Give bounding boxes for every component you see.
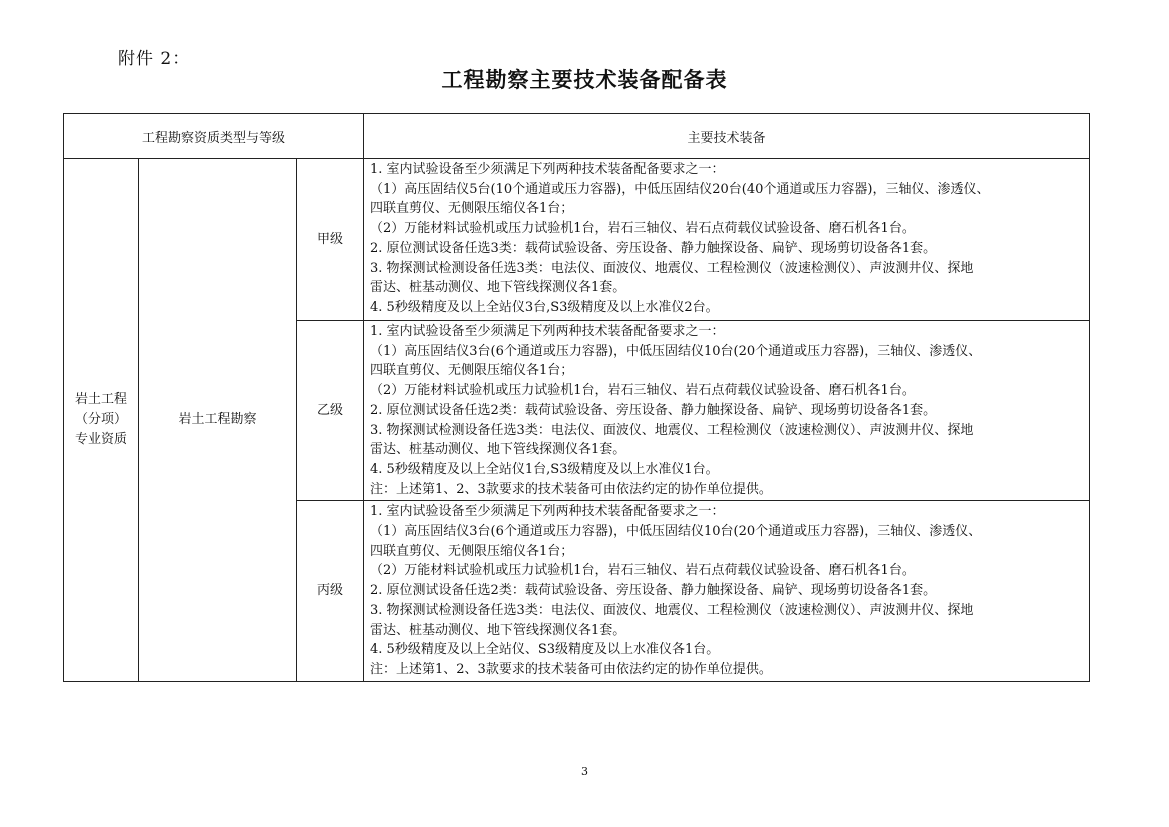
header-main-equipment: 主要技术装备 — [364, 114, 1090, 159]
content-line: 注：上述第1、2、3款要求的技术装备可由依法约定的协作单位提供。 — [370, 661, 772, 677]
category-line: 专业资质 — [74, 431, 127, 447]
equipment-content-cell — [364, 321, 1090, 501]
content-line: （1）高压固结仪3台(6个通道或压力容器)，中低压固结仪10台(20个通道或压力容器)，三轴仪、渗透仪、 — [370, 343, 982, 359]
content-line: 1. 室内试验设备至少须满足下列两种技术装备配备要求之一： — [370, 162, 725, 177]
qualification-category-cell — [64, 159, 139, 682]
content-line: （2）万能材料试验机或压力试验机1台，岩石三轴仪、岩石点荷载仪试验设备、磨石机各1台。 — [370, 221, 915, 237]
content-line: 雷达、桩基动测仪、地下管线探测仪各1套。 — [370, 442, 626, 458]
content-line: （1）高压固结仪5台(10个通道或压力容器)，中低压固结仪20台(40个通道或压力容器)，三轴仪、渗透仪、 — [370, 181, 990, 197]
content-line: （2）万能材料试验机或压力试验机1台，岩石三轴仪、岩石点荷载仪试验设备、磨石机各1台。 — [370, 563, 915, 579]
content-line: 3. 物探测试检测设备任选3类：电法仪、面波仪、地震仪、工程检测仪（波速检测仪）、声波测井仪、探地 — [370, 602, 974, 618]
content-line: 2. 原位测试设备任选2类：载荷试验设备、旁压设备、静力触探设备、扁铲、现场剪切设备各1套。 — [370, 583, 937, 599]
content-line: 4. 5秒级精度及以上全站仪3台,S3级精度及以上水准仪2台。 — [370, 299, 719, 315]
subcategory-cell: 岩土工程勘察 — [139, 159, 297, 682]
content-line: 4. 5秒级精度及以上全站仪、S3级精度及以上水准仪各1台。 — [370, 642, 720, 658]
content-line: 雷达、桩基动测仪、地下管线探测仪各1套。 — [370, 280, 626, 296]
grade-cell: 乙级 — [297, 321, 364, 501]
grade-cell: 甲级 — [297, 159, 364, 321]
content-line: 四联直剪仪、无侧限压缩仪各1台； — [370, 363, 574, 379]
table-header-row — [64, 114, 1090, 159]
category-line: （分项） — [74, 411, 127, 427]
content-line: 3. 物探测试检测设备任选3类：电法仪、面波仪、地震仪、工程检测仪（波速检测仪）、声波测井仪、探地 — [370, 260, 974, 276]
grade-cell: 丙级 — [297, 501, 364, 681]
content-line: 2. 原位测试设备任选2类：载荷试验设备、旁压设备、静力触探设备、扁铲、现场剪切设备各1套。 — [370, 402, 937, 418]
content-line: 雷达、桩基动测仪、地下管线探测仪各1套。 — [370, 622, 626, 638]
content-line: 四联直剪仪、无侧限压缩仪各1台； — [370, 201, 574, 217]
content-line: 3. 物探测试检测设备任选3类：电法仪、面波仪、地震仪、工程检测仪（波速检测仪）、声波测井仪、探地 — [370, 422, 974, 438]
content-line: （1）高压固结仪3台(6个通道或压力容器)，中低压固结仪10台(20个通道或压力容器)，三轴仪、渗透仪、 — [370, 524, 982, 540]
header-qualification-type: 工程勘察资质类型与等级 — [64, 114, 364, 159]
content-line: 2. 原位测试设备任选3类：载荷试验设备、旁压设备、静力触探设备、扁铲、现场剪切设备各1套。 — [370, 240, 937, 256]
content-line: 注：上述第1、2、3款要求的技术装备可由依法约定的协作单位提供。 — [370, 481, 772, 497]
equipment-content-cell — [364, 501, 1090, 681]
content-line: 四联直剪仪、无侧限压缩仪各1台； — [370, 543, 574, 559]
category-line: 岩土工程 — [74, 391, 127, 407]
document-title: 工程勘察主要技术装备配备表 — [441, 67, 728, 92]
equipment-content-cell — [364, 159, 1090, 321]
content-line: 4. 5秒级精度及以上全站仪1台,S3级精度及以上水准仪1台。 — [370, 461, 719, 477]
equipment-table — [63, 113, 1090, 682]
attachment-label: 附件 2： — [118, 49, 191, 69]
page-number: 3 — [581, 765, 588, 778]
content-line: 1. 室内试验设备至少须满足下列两种技术装备配备要求之一： — [370, 504, 725, 520]
content-line: （2）万能材料试验机或压力试验机1台，岩石三轴仪、岩石点荷载仪试验设备、磨石机各1台。 — [370, 383, 915, 399]
content-line: 1. 室内试验设备至少须满足下列两种技术装备配备要求之一： — [370, 324, 725, 339]
table-row — [64, 159, 1090, 321]
